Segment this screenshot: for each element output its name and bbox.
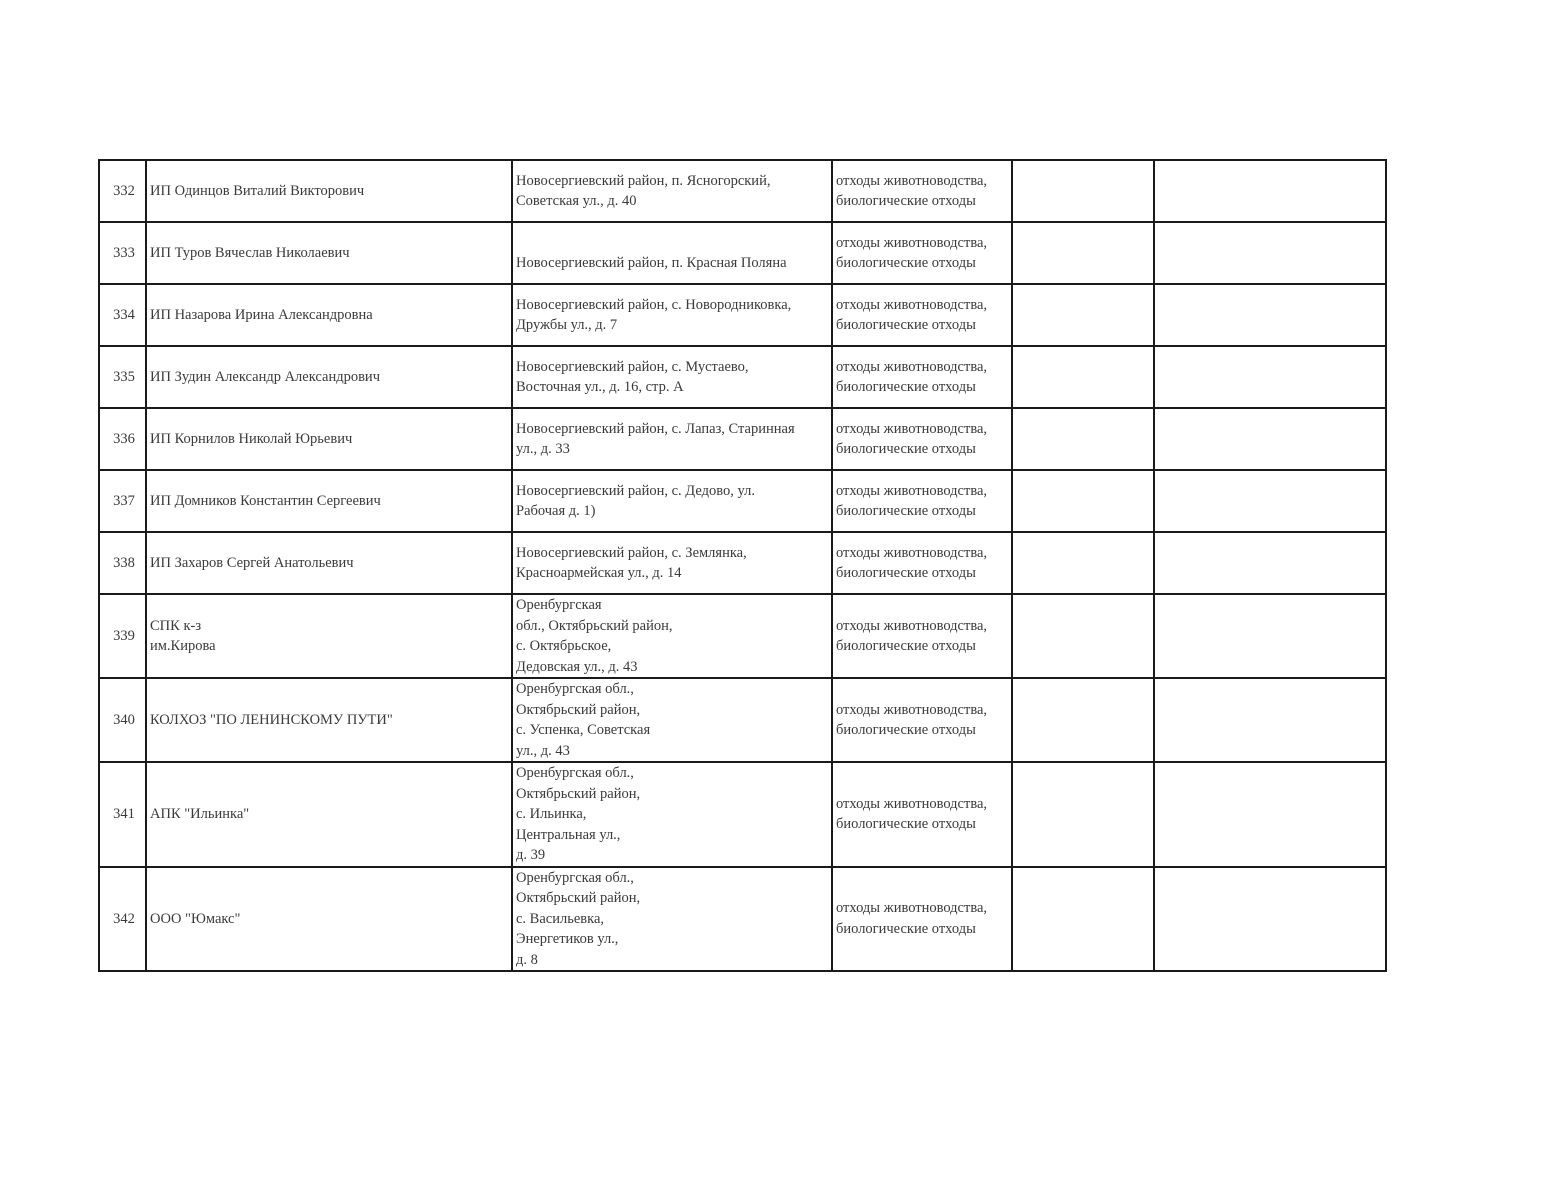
registry-table-body <box>99 160 1386 971</box>
table-row <box>99 532 1386 594</box>
waste-type-cell: отходы животноводства, биологические отходы <box>832 408 1012 470</box>
row-number-cell: 333 <box>99 222 146 284</box>
row-number-cell: 335 <box>99 346 146 408</box>
empty-cell-col5 <box>1012 222 1154 284</box>
organization-name-cell: СПК к-з им.Кирова <box>146 594 512 678</box>
row-number-cell: 337 <box>99 470 146 532</box>
address-cell: Новосергиевский район, с. Дедово, ул. Рабочая д. 1) <box>512 470 832 532</box>
row-number-cell: 339 <box>99 594 146 678</box>
waste-type-cell: отходы животноводства, биологические отходы <box>832 160 1012 222</box>
empty-cell-col6 <box>1154 762 1386 867</box>
waste-type-cell: отходы животноводства, биологические отходы <box>832 594 1012 678</box>
organization-name-cell: ИП Корнилов Николай Юрьевич <box>146 408 512 470</box>
waste-type-cell: отходы животноводства, биологические отходы <box>832 532 1012 594</box>
address-cell: Новосергиевский район, п. Красная Поляна <box>512 222 832 284</box>
empty-cell-col6 <box>1154 678 1386 762</box>
empty-cell-col5 <box>1012 762 1154 867</box>
address-cell: Новосергиевский район, п. Ясногорский, Советская ул., д. 40 <box>512 160 832 222</box>
waste-type-cell: отходы животноводства, биологические отходы <box>832 762 1012 867</box>
organization-name-cell: ООО "Юмакс" <box>146 867 512 972</box>
table-row <box>99 408 1386 470</box>
empty-cell-col5 <box>1012 594 1154 678</box>
registry-sheet <box>98 159 1385 972</box>
table-row <box>99 867 1386 972</box>
empty-cell-col6 <box>1154 222 1386 284</box>
table-row <box>99 222 1386 284</box>
row-number-cell: 338 <box>99 532 146 594</box>
organization-name-cell: ИП Назарова Ирина Александровна <box>146 284 512 346</box>
row-number-cell: 336 <box>99 408 146 470</box>
row-number-cell: 341 <box>99 762 146 867</box>
empty-cell-col5 <box>1012 867 1154 972</box>
address-cell: Новосергиевский район, с. Новородниковка, Дружбы ул., д. 7 <box>512 284 832 346</box>
organization-name-cell: ИП Зудин Александр Александрович <box>146 346 512 408</box>
waste-type-cell: отходы животноводства, биологические отходы <box>832 470 1012 532</box>
table-row <box>99 678 1386 762</box>
address-cell: Оренбургская обл., Октябрьский район, с. Васильевка, Энергетиков ул., д. 8 <box>512 867 832 972</box>
empty-cell-col6 <box>1154 346 1386 408</box>
address-cell: Оренбургская обл., Октябрьский район, с. Октябрьское, Дедовская ул., д. 43 <box>512 594 832 678</box>
row-number-cell: 340 <box>99 678 146 762</box>
row-number-cell: 332 <box>99 160 146 222</box>
waste-type-cell: отходы животноводства, биологические отходы <box>832 284 1012 346</box>
organization-name-cell: ИП Туров Вячеслав Николаевич <box>146 222 512 284</box>
address-cell: Новосергиевский район, с. Землянка, Красноармейская ул., д. 14 <box>512 532 832 594</box>
empty-cell-col6 <box>1154 284 1386 346</box>
empty-cell-col5 <box>1012 346 1154 408</box>
waste-type-cell: отходы животноводства, биологические отходы <box>832 867 1012 972</box>
empty-cell-col6 <box>1154 532 1386 594</box>
empty-cell-col6 <box>1154 867 1386 972</box>
row-number-cell: 334 <box>99 284 146 346</box>
table-row <box>99 762 1386 867</box>
address-cell: Оренбургская обл., Октябрьский район, с. Успенка, Советская ул., д. 43 <box>512 678 832 762</box>
empty-cell-col5 <box>1012 470 1154 532</box>
table-row <box>99 346 1386 408</box>
empty-cell-col6 <box>1154 594 1386 678</box>
empty-cell-col5 <box>1012 532 1154 594</box>
address-cell: Новосергиевский район, с. Мустаево, Восточная ул., д. 16, стр. А <box>512 346 832 408</box>
table-row <box>99 160 1386 222</box>
table-row <box>99 594 1386 678</box>
address-cell: Оренбургская обл., Октябрьский район, с. Ильинка, Центральная ул., д. 39 <box>512 762 832 867</box>
waste-type-cell: отходы животноводства, биологические отходы <box>832 346 1012 408</box>
row-number-cell: 342 <box>99 867 146 972</box>
table-row <box>99 284 1386 346</box>
organization-name-cell: ИП Домников Константин Сергеевич <box>146 470 512 532</box>
table-row <box>99 470 1386 532</box>
empty-cell-col5 <box>1012 678 1154 762</box>
waste-type-cell: отходы животноводства, биологические отходы <box>832 678 1012 762</box>
waste-registry-table <box>98 159 1387 972</box>
empty-cell-col6 <box>1154 408 1386 470</box>
organization-name-cell: ИП Захаров Сергей Анатольевич <box>146 532 512 594</box>
waste-type-cell: отходы животноводства, биологические отходы <box>832 222 1012 284</box>
organization-name-cell: КОЛХОЗ "ПО ЛЕНИНСКОМУ ПУТИ" <box>146 678 512 762</box>
organization-name-cell: ИП Одинцов Виталий Викторович <box>146 160 512 222</box>
empty-cell-col5 <box>1012 408 1154 470</box>
empty-cell-col5 <box>1012 284 1154 346</box>
empty-cell-col6 <box>1154 160 1386 222</box>
address-cell: Новосергиевский район, с. Лапаз, Старинная ул., д. 33 <box>512 408 832 470</box>
organization-name-cell: АПК "Ильинка" <box>146 762 512 867</box>
empty-cell-col6 <box>1154 470 1386 532</box>
empty-cell-col5 <box>1012 160 1154 222</box>
